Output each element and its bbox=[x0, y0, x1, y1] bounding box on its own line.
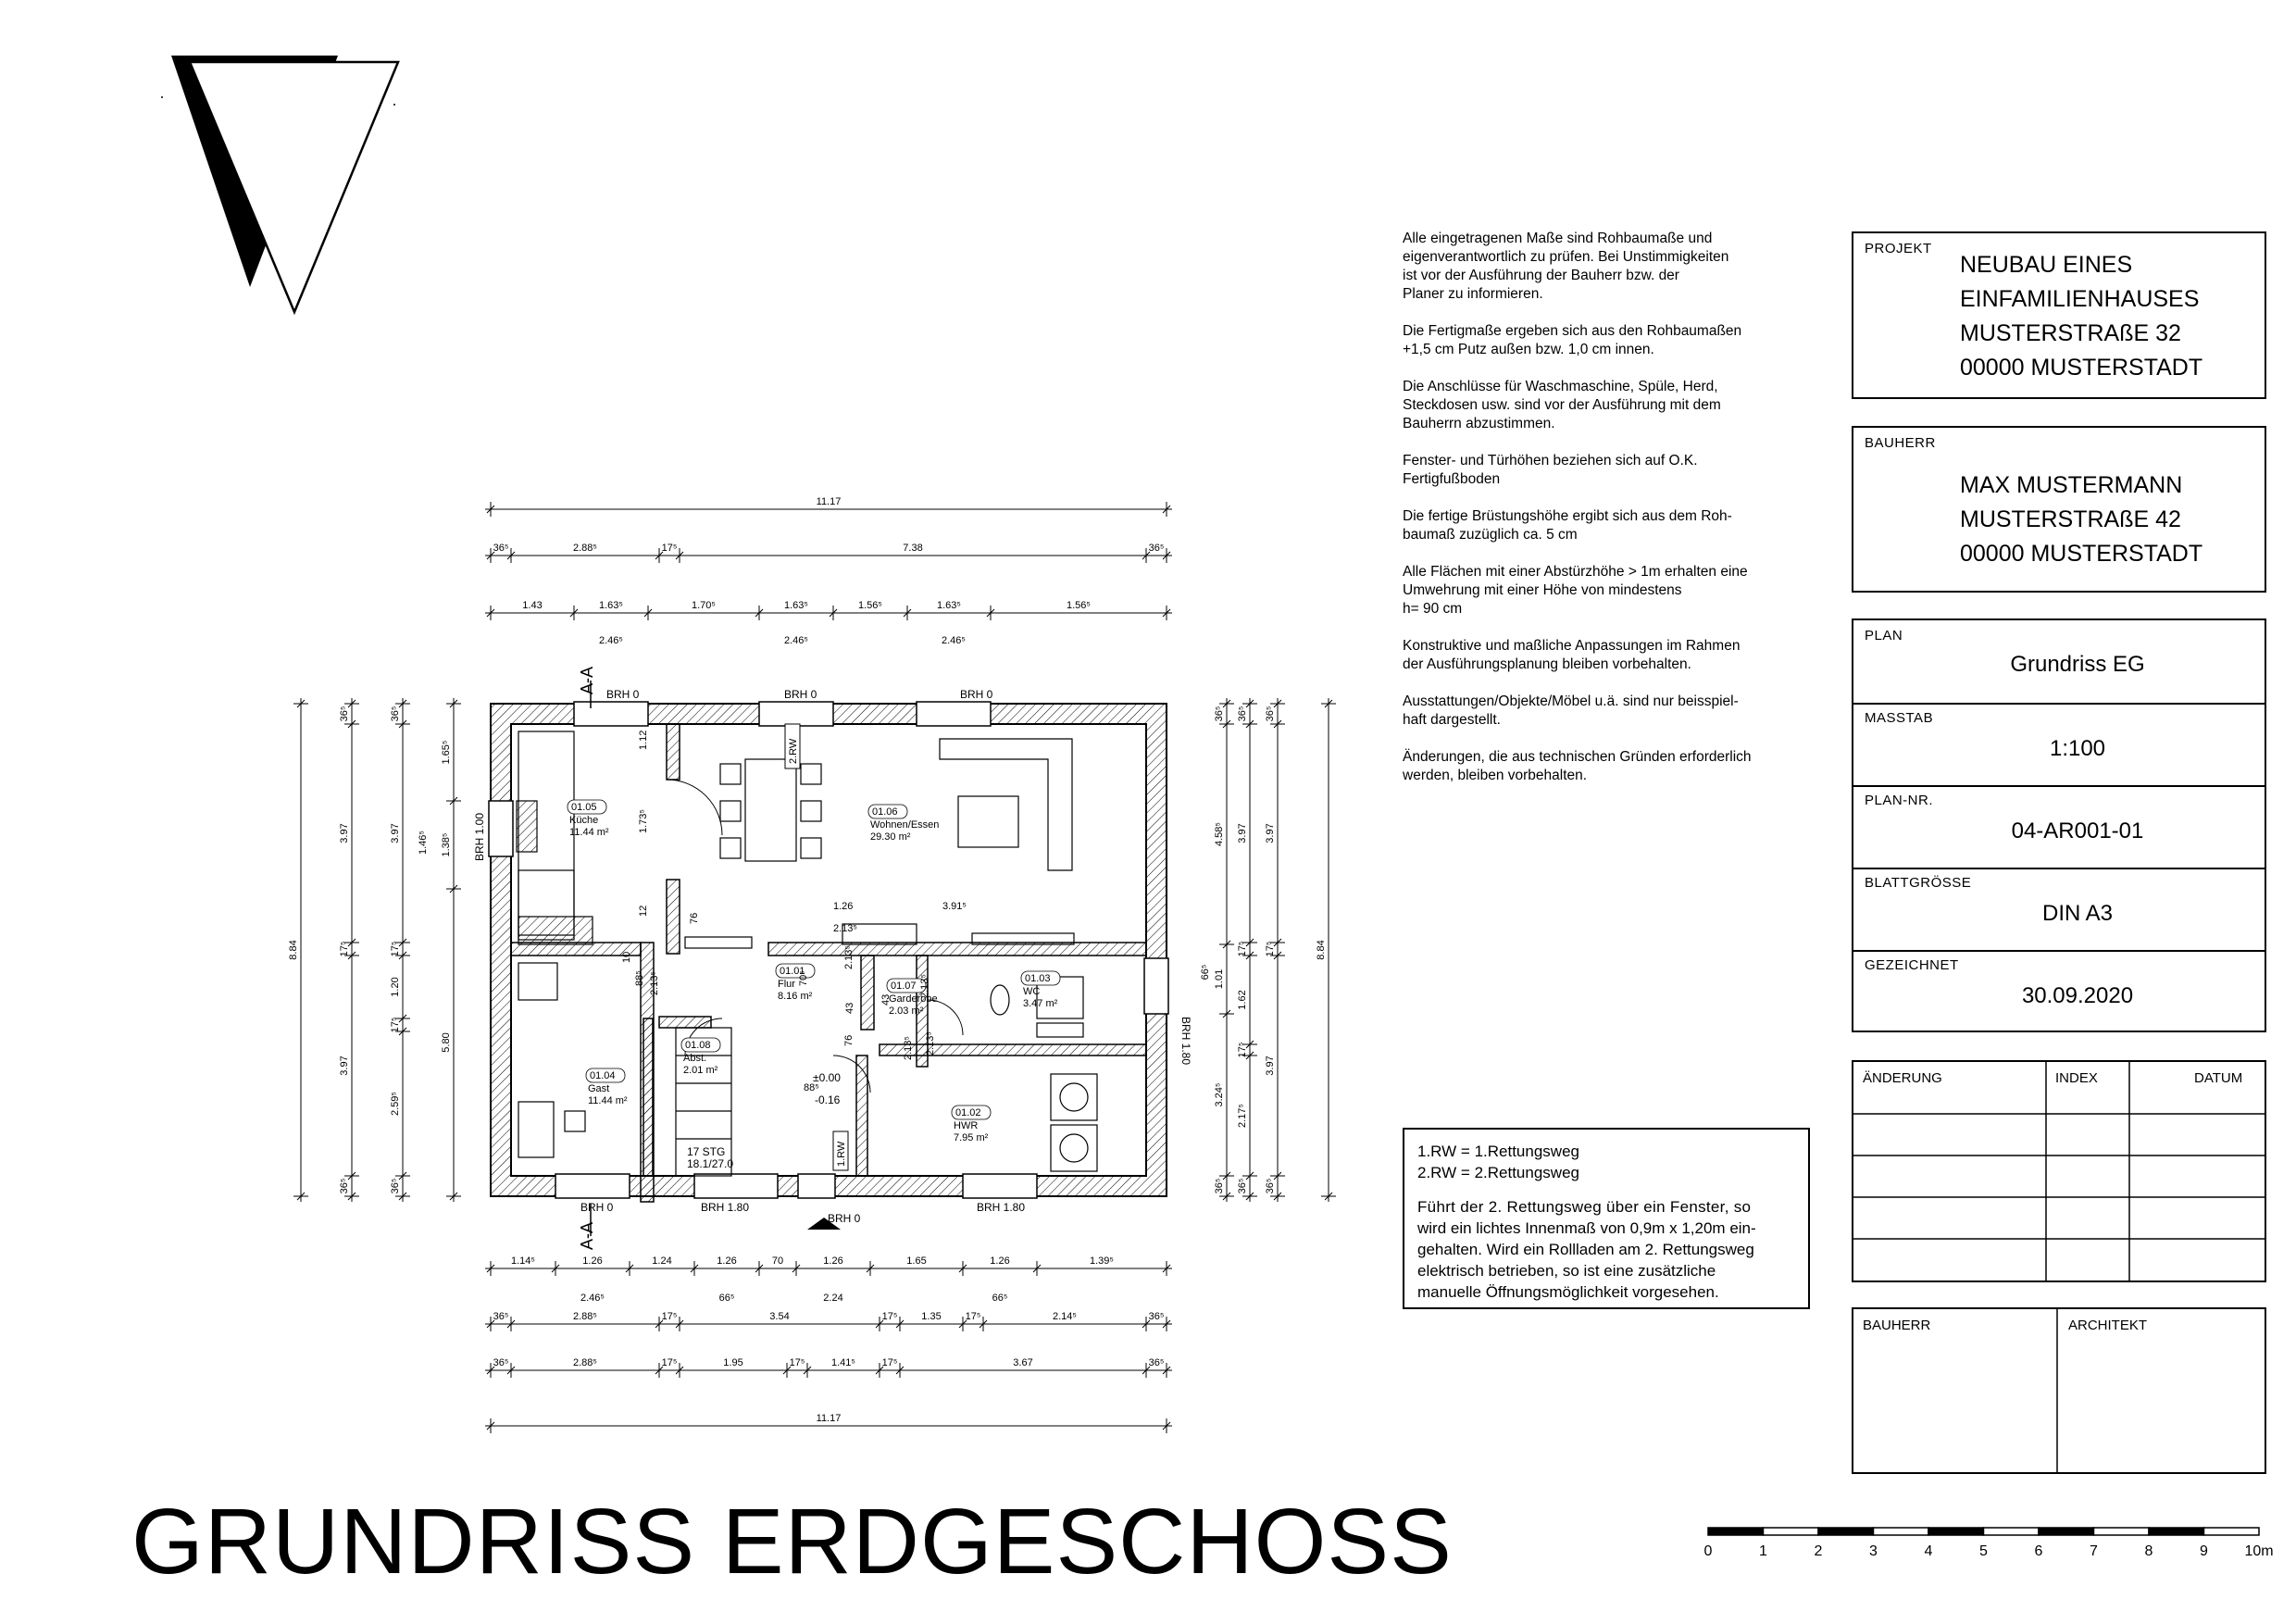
note-3: Die Anschlüsse für Waschmaschine, Spüle, Herd, Steckdosen usw. sind vor der Ausführung mit dem Bauherrn abzustimmen. bbox=[1403, 379, 1721, 431]
dim-label: 1.26 bbox=[990, 1255, 1010, 1267]
projekt-text: NEUBAU EINES EINFAMILIENHAUSES MUSTERSTRAßE 32 00000 MUSTERSTADT bbox=[1960, 252, 2203, 381]
rw2-label: 2.RW bbox=[788, 738, 799, 764]
signature-bauherr-label: BAUHERR bbox=[1863, 1318, 1931, 1333]
inner-dim-label: 88⁵ bbox=[634, 970, 645, 986]
dim-label: 17⁵ bbox=[390, 941, 401, 957]
dim-label: 1.26 bbox=[582, 1255, 603, 1267]
room-name: Abst. bbox=[683, 1053, 707, 1064]
room-name: WC bbox=[1023, 986, 1041, 997]
room-number: 01.01 bbox=[780, 966, 805, 977]
dim-label: 1.70⁵ bbox=[692, 600, 716, 611]
dim-label: 17⁵ bbox=[1237, 1042, 1248, 1058]
legend-line-2: 2.RW = 2.Rettungsweg bbox=[1417, 1164, 1579, 1181]
legend-para-2: wird ein lichtes Innenmaß von 0,9m x 1,20m ein- bbox=[1417, 1219, 1756, 1237]
dim-label: 1.41⁵ bbox=[831, 1357, 855, 1368]
gez-cell bbox=[1853, 950, 2265, 1032]
inner-dim-label: 2.13⁵ bbox=[903, 1036, 914, 1060]
dim-label: 1.26 bbox=[823, 1255, 843, 1267]
plan-value: Grundriss EG bbox=[2010, 652, 2145, 677]
dim-label: 3.24⁵ bbox=[1214, 1082, 1225, 1107]
inner-dim-label: 2.13⁵ bbox=[925, 1031, 936, 1056]
note-6: Alle Flächen mit einer Abstürzhöhe > 1m erhalten eine Umwehrung mit einer Höhe von mindestens h= 90 cm bbox=[1403, 564, 1748, 617]
changes-table bbox=[1852, 1060, 2266, 1282]
dim-label: 70 bbox=[771, 1255, 784, 1267]
dim-label: 36⁵ bbox=[390, 1178, 401, 1194]
room-number: 01.08 bbox=[685, 1040, 711, 1051]
stair-label-2: 18.1/27.0 bbox=[687, 1157, 734, 1170]
dim-label: 2.88⁵ bbox=[573, 1357, 597, 1368]
dim-label: 17⁵ bbox=[390, 1017, 401, 1033]
dim-label: 66⁵ bbox=[718, 1293, 735, 1304]
legend-line-1: 1.RW = 1.Rettungsweg bbox=[1417, 1143, 1579, 1160]
inner-dim-label: 76 bbox=[843, 1034, 855, 1046]
scale-tick-label: 1 bbox=[1759, 1543, 1767, 1559]
room-number: 01.06 bbox=[872, 806, 898, 818]
gez-label: GEZEICHNET bbox=[1865, 957, 1959, 973]
room-number: 01.02 bbox=[955, 1107, 981, 1118]
dim-label: 17⁵ bbox=[1237, 941, 1248, 957]
room-name: Küche bbox=[569, 815, 599, 826]
section-label-top: A-A bbox=[578, 666, 596, 694]
note-9: Änderungen, die aus technischen Gründen erforderlich werden, bleiben vorbehalten. bbox=[1403, 749, 1752, 783]
room-area: 7.95 m² bbox=[954, 1132, 989, 1143]
note-1: Alle eingetragenen Maße sind Rohbaumaße und eigenverantwortlich zu prüfen. Bei Unstimmigkeiten ist vor der Ausführung der Bauherr bzw. der Planer zu informieren. bbox=[1403, 231, 1729, 302]
dim-label: 3.97 bbox=[339, 823, 350, 843]
dim-label: 1.39⁵ bbox=[1090, 1255, 1114, 1267]
dim-label: 36⁵ bbox=[493, 1311, 509, 1322]
blatt-cell bbox=[1853, 868, 2265, 952]
dim-label: 1.65 bbox=[906, 1255, 927, 1267]
dim-label: 17⁵ bbox=[965, 1311, 981, 1322]
brh-top-2: BRH 0 bbox=[784, 688, 817, 701]
inner-dim-label: 1.73⁵ bbox=[638, 809, 649, 833]
dim-label: 1.26 bbox=[717, 1255, 737, 1267]
brh-bottom-1: BRH 0 bbox=[580, 1201, 614, 1214]
masstab-cell bbox=[1853, 703, 2265, 787]
dim-label: 3.97 bbox=[1265, 823, 1276, 843]
stair-label-1: 17 STG bbox=[687, 1145, 726, 1158]
brh-top-1: BRH 0 bbox=[606, 688, 640, 701]
plan-cell bbox=[1853, 620, 2265, 705]
dim-label: 66⁵ bbox=[992, 1293, 1008, 1304]
note-2: Die Fertigmaße ergeben sich aus den Rohbaumaßen +1,5 cm Putz außen bzw. 1,0 cm innen. bbox=[1403, 323, 1742, 357]
room-name: Wohnen/Essen bbox=[870, 819, 940, 831]
dim-label: 5.80 bbox=[441, 1032, 452, 1053]
dim-label: 11.17 bbox=[816, 496, 842, 507]
room-area: 11.44 m² bbox=[588, 1095, 628, 1106]
dim-label: 2.46⁵ bbox=[580, 1293, 605, 1304]
scale-segment bbox=[1928, 1528, 1984, 1535]
level-label-2: -0.16 bbox=[815, 1093, 841, 1106]
dim-label: 36⁵ bbox=[339, 706, 350, 722]
dim-label: 17⁵ bbox=[661, 1357, 678, 1368]
dim-label: 3.97 bbox=[1237, 823, 1248, 843]
floor-plan bbox=[241, 481, 1370, 1454]
dimension-texts bbox=[288, 496, 1327, 1424]
dim-label: 1.35 bbox=[921, 1311, 942, 1322]
dim-label: 1.95 bbox=[723, 1357, 743, 1368]
brh-top-3: BRH 0 bbox=[960, 688, 993, 701]
inner-dim-label: 43 bbox=[844, 1002, 855, 1014]
changes-col-aenderung: ÄNDERUNG bbox=[1863, 1070, 1942, 1086]
dim-label: 36⁵ bbox=[1214, 706, 1225, 722]
scale-segment bbox=[1874, 1528, 1929, 1535]
dim-label: 2.59⁵ bbox=[390, 1092, 401, 1116]
dim-label: 4.58⁵ bbox=[1214, 822, 1225, 846]
brh-bottom-4: BRH 1.80 bbox=[977, 1201, 1026, 1214]
dim-label: 17⁵ bbox=[661, 543, 678, 554]
dim-label: 1.63⁵ bbox=[937, 600, 961, 611]
dim-label: 36⁵ bbox=[1214, 1178, 1225, 1194]
dimension-lines bbox=[293, 502, 1336, 1433]
drawing-title: GRUNDRISS ERDGESCHOSS bbox=[131, 1490, 1453, 1593]
dim-label: 2.46⁵ bbox=[599, 635, 623, 646]
dim-label: 17⁵ bbox=[1265, 941, 1276, 957]
scale-segment bbox=[1708, 1528, 1764, 1535]
dim-label: 3.97 bbox=[339, 1056, 350, 1076]
scale-tick-label: 2 bbox=[1814, 1543, 1823, 1559]
dim-label: 36⁵ bbox=[339, 1178, 350, 1194]
scale-tick-label: 5 bbox=[1979, 1543, 1988, 1559]
scale-tick-label: 8 bbox=[2144, 1543, 2153, 1559]
room-area: 8.16 m² bbox=[778, 991, 813, 1002]
dim-label: 11.17 bbox=[816, 1413, 842, 1424]
room-name: Gast bbox=[588, 1083, 610, 1094]
legend-para-1: Führt der 2. Rettungsweg über ein Fenster, so bbox=[1417, 1198, 1752, 1216]
scale-segment bbox=[2149, 1528, 2204, 1535]
dim-label: 36⁵ bbox=[493, 1357, 509, 1368]
dim-label: 17⁵ bbox=[881, 1311, 898, 1322]
changes-col-index: INDEX bbox=[2055, 1070, 2098, 1086]
dim-label: 36⁵ bbox=[1148, 1311, 1165, 1322]
dim-label: 36⁵ bbox=[493, 543, 509, 554]
room-number: 01.03 bbox=[1025, 973, 1051, 984]
scale-segment bbox=[1764, 1528, 1819, 1535]
dim-label: 2.46⁵ bbox=[942, 635, 966, 646]
signature-architekt-label: ARCHITEKT bbox=[2068, 1318, 2148, 1333]
dim-label: 1.20 bbox=[390, 977, 401, 997]
dim-label: 36⁵ bbox=[1265, 706, 1276, 722]
inner-dim-label: 43 bbox=[880, 993, 892, 1006]
brh-right: BRH 1.80 bbox=[1179, 1017, 1192, 1066]
note-4: Fenster- und Türhöhen beziehen sich auf O.K. Fertigfußboden bbox=[1403, 453, 1698, 487]
legend-para-4: elektrisch betrieben, so ist eine zusätzliche bbox=[1417, 1262, 1716, 1280]
scale-segment bbox=[2039, 1528, 2094, 1535]
bauherr-label: BAUHERR bbox=[1865, 435, 1936, 451]
dim-label: 1.43 bbox=[522, 600, 543, 611]
inner-dim-label: 2.13⁵ bbox=[833, 923, 857, 934]
rw1-label: 1.RW bbox=[836, 1141, 847, 1167]
room-area: 11.44 m² bbox=[569, 827, 609, 838]
signature-box bbox=[1852, 1307, 2266, 1474]
dim-label: 2.17⁵ bbox=[1237, 1104, 1248, 1128]
section-label-bottom: A-A bbox=[578, 1221, 596, 1250]
room-number: 01.05 bbox=[571, 802, 597, 813]
inner-dim-label: 3.91⁵ bbox=[942, 901, 967, 912]
dim-label: 8.84 bbox=[1316, 940, 1327, 960]
general-notes bbox=[1403, 230, 1824, 804]
dim-label: 3.67 bbox=[1013, 1357, 1033, 1368]
inner-dim-label: 12 bbox=[638, 905, 649, 917]
scale-segment bbox=[1984, 1528, 2040, 1535]
plannr-value: 04-AR001-01 bbox=[2011, 818, 2144, 843]
dim-label: 1.38⁵ bbox=[441, 832, 452, 857]
dim-label: 36⁵ bbox=[1265, 1178, 1276, 1194]
projekt-label: PROJEKT bbox=[1865, 241, 1932, 256]
dim-label: 1.56⁵ bbox=[1067, 600, 1091, 611]
dim-label: 17⁵ bbox=[881, 1357, 898, 1368]
dim-label: 3.97 bbox=[1265, 1056, 1276, 1076]
bauherr-box bbox=[1852, 426, 2266, 593]
room-number: 01.07 bbox=[891, 981, 917, 992]
dim-label: 36⁵ bbox=[1237, 1178, 1248, 1194]
dim-label: 36⁵ bbox=[1148, 1357, 1165, 1368]
legend-para-5: manuelle Öffnungsmöglichkeit vorgesehen. bbox=[1417, 1283, 1719, 1301]
scale-segment bbox=[1818, 1528, 1874, 1535]
scale-tick-label: 9 bbox=[2200, 1543, 2208, 1559]
room-name: Flur bbox=[778, 979, 795, 990]
inner-dim-label: 2.13⁵ bbox=[919, 974, 930, 998]
dim-label: 36⁵ bbox=[1237, 706, 1248, 722]
dim-label: 2.88⁵ bbox=[573, 543, 597, 554]
inner-dim-label: 88⁵ bbox=[804, 1082, 819, 1093]
room-area: 29.30 m² bbox=[870, 831, 911, 843]
gez-value: 30.09.2020 bbox=[2021, 983, 2134, 1008]
dim-label: 1.63⁵ bbox=[784, 600, 808, 611]
room-name: HWR bbox=[954, 1120, 979, 1131]
dim-label: 3.54 bbox=[769, 1311, 790, 1322]
dim-label: 1.46⁵ bbox=[418, 831, 429, 855]
scale-segment bbox=[2204, 1528, 2260, 1535]
plan-label: PLAN bbox=[1865, 628, 1903, 643]
dim-label: 17⁵ bbox=[789, 1357, 805, 1368]
room-area: 2.01 m² bbox=[683, 1065, 718, 1076]
inner-dim-label: 76 bbox=[689, 912, 700, 924]
inner-dim-label: 2.13⁵ bbox=[843, 945, 855, 969]
dim-label: 2.88⁵ bbox=[573, 1311, 597, 1322]
dim-label: 7.38 bbox=[903, 543, 923, 554]
legend-para-3: gehalten. Wird ein Rollladen am 2. Rettungsweg bbox=[1417, 1241, 1754, 1258]
masstab-label: MASSTAB bbox=[1865, 710, 1934, 726]
masstab-value: 1:100 bbox=[2049, 736, 2106, 761]
note-5: Die fertige Brüstungshöhe ergibt sich aus dem Roh- baumaß zuzüglich ca. 5 cm bbox=[1403, 508, 1732, 543]
room-name: Garderobe bbox=[889, 993, 938, 1005]
projekt-box bbox=[1852, 231, 2266, 399]
dim-label: 8.84 bbox=[288, 940, 299, 960]
scale-segment bbox=[2094, 1528, 2150, 1535]
dim-label: 1.14⁵ bbox=[511, 1255, 535, 1267]
brh-bottom-3: BRH 0 bbox=[828, 1212, 861, 1225]
inner-dim-label: 1.26 bbox=[833, 901, 854, 912]
brh-left: BRH 1.00 bbox=[473, 812, 486, 861]
dim-label: 1.62 bbox=[1237, 990, 1248, 1010]
note-7: Konstruktive und maßliche Anpassungen im Rahmen der Ausführungsplanung bleiben vorbehalten. bbox=[1403, 638, 1741, 672]
scale-tick-label: 0 bbox=[1703, 1543, 1713, 1559]
scale-tick-label: 4 bbox=[1924, 1543, 1933, 1559]
dim-label: 1.63⁵ bbox=[599, 600, 623, 611]
dim-label: 17⁵ bbox=[661, 1311, 678, 1322]
brh-bottom-2: BRH 1.80 bbox=[701, 1201, 750, 1214]
dim-label: 2.24 bbox=[823, 1293, 843, 1304]
room-area: 2.03 m² bbox=[889, 1006, 924, 1017]
architect-logo bbox=[157, 51, 417, 319]
dim-label: 2.14⁵ bbox=[1053, 1311, 1077, 1322]
dim-label: 3.97 bbox=[390, 823, 401, 843]
scale-tick-label: 6 bbox=[2034, 1543, 2043, 1559]
rettungsweg-legend bbox=[1403, 1128, 1810, 1309]
dim-label: 1.56⁵ bbox=[858, 600, 882, 611]
scale-tick-label: 3 bbox=[1869, 1543, 1878, 1559]
inner-dim-label: 1.12 bbox=[638, 730, 649, 750]
inner-dim-label: 10 bbox=[621, 951, 632, 963]
note-8: Ausstattungen/Objekte/Möbel u.ä. sind nur beisspiel- haft dargestellt. bbox=[1403, 693, 1739, 728]
plan-info-box bbox=[1852, 618, 2266, 1032]
plannr-label: PLAN-NR. bbox=[1865, 793, 1934, 808]
dim-label: 36⁵ bbox=[1148, 543, 1165, 554]
changes-col-datum: DATUM bbox=[2194, 1070, 2243, 1086]
dim-label: 36⁵ bbox=[390, 706, 401, 722]
blatt-label: BLATTGRÖSSE bbox=[1865, 875, 1972, 891]
blatt-value: DIN A3 bbox=[2041, 901, 2114, 926]
inner-dim-label: 2.13⁵ bbox=[649, 971, 660, 995]
dim-label: 1.24 bbox=[652, 1255, 672, 1267]
level-label-1: ±0.00 bbox=[813, 1071, 841, 1084]
room-area: 3.47 m² bbox=[1023, 998, 1058, 1009]
dim-label: 1.01 bbox=[1214, 968, 1225, 990]
plannr-cell bbox=[1853, 785, 2265, 869]
scale-bar bbox=[1703, 1526, 2274, 1581]
dim-label: 1.65⁵ bbox=[441, 740, 452, 765]
dim-label: 2.46⁵ bbox=[784, 635, 808, 646]
scale-tick-label: 10m bbox=[2244, 1543, 2274, 1559]
bauherr-text: MAX MUSTERMANN MUSTERSTRAßE 42 00000 MUSTERSTADT bbox=[1960, 472, 2203, 567]
dim-label: 66⁵ bbox=[1200, 964, 1211, 981]
room-number: 01.04 bbox=[590, 1070, 616, 1081]
inner-dim-label: 70⁵ bbox=[798, 970, 809, 986]
scale-tick-label: 7 bbox=[2090, 1543, 2098, 1559]
dim-label: 17⁵ bbox=[339, 941, 350, 957]
